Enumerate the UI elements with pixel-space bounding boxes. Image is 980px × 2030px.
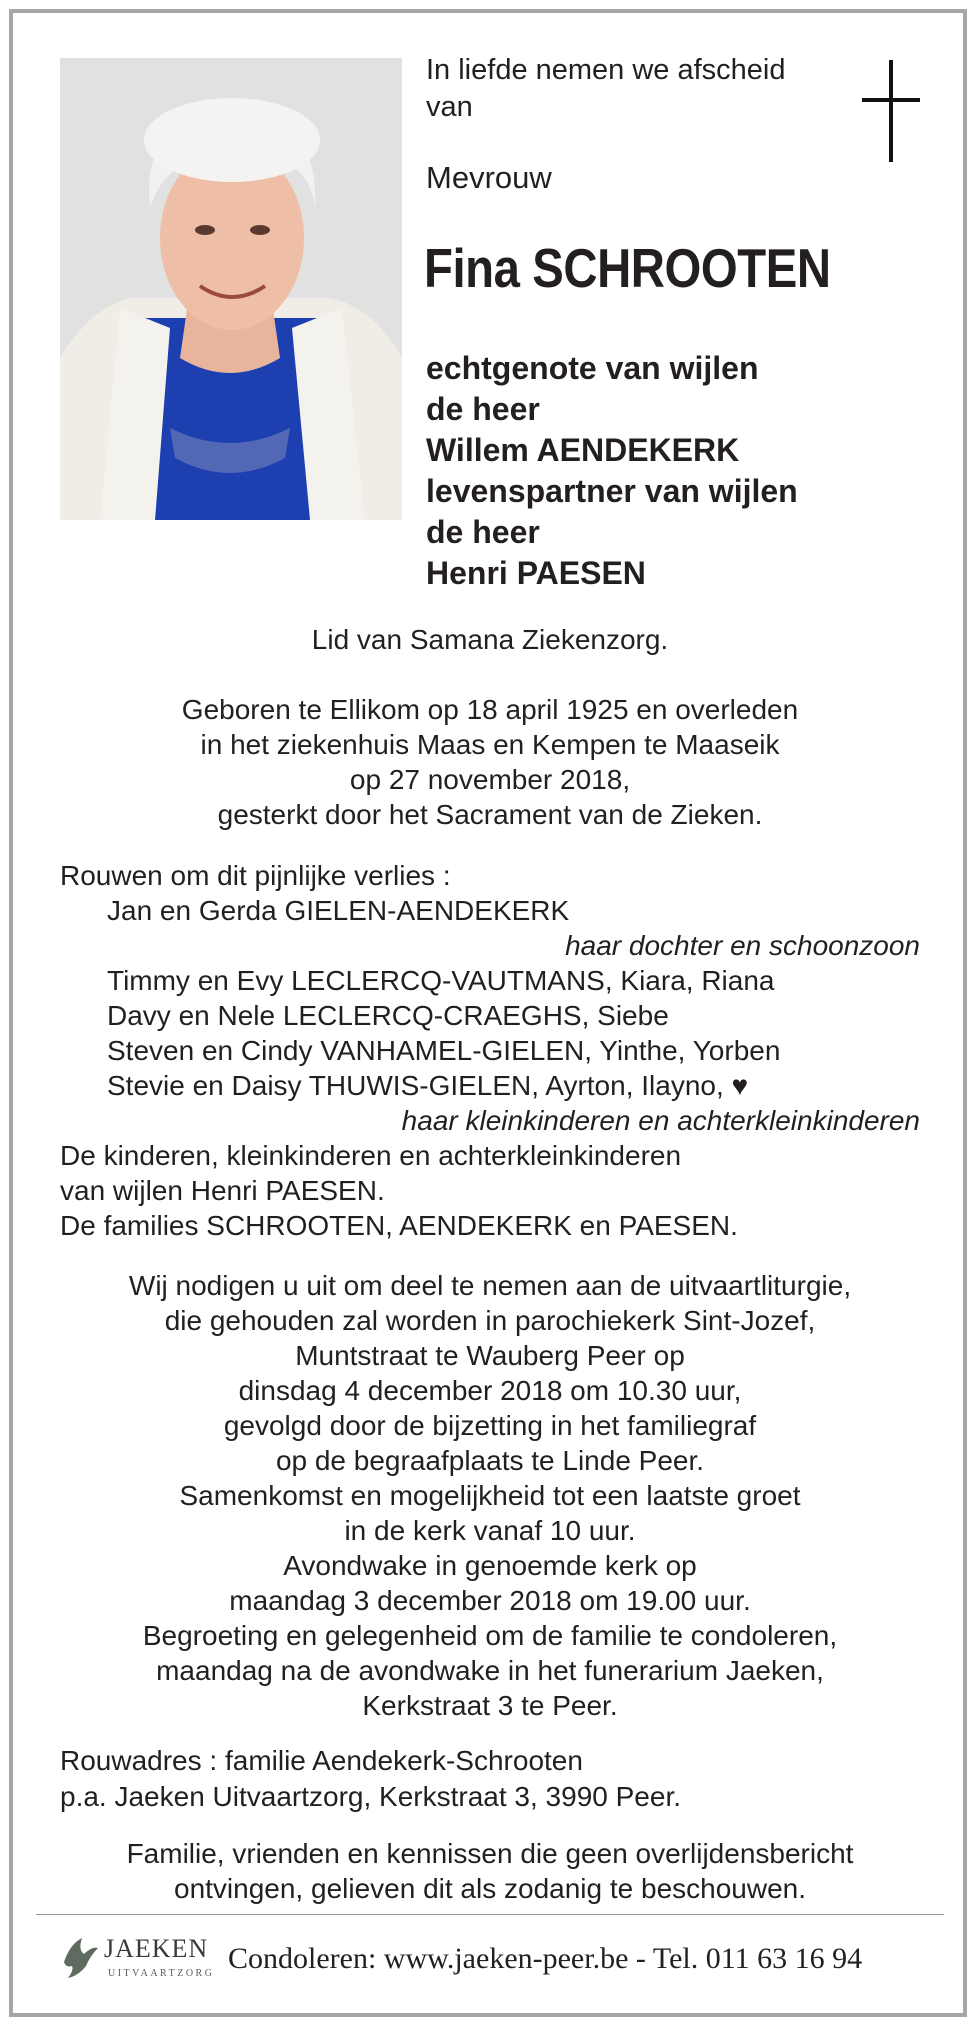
mourner-caption: haar kleinkinderen en achterkleinkinderen [401, 1105, 920, 1136]
footer-divider [36, 1914, 944, 1915]
relation-line: Henri PAESEN [426, 555, 646, 591]
relation-line: echtgenote van wijlen [426, 350, 759, 386]
logo-subtitle: UITVAARTZORG [108, 1968, 215, 1979]
relation-line: levenspartner van wijlen [426, 473, 798, 509]
intro-text: In liefde nemen we afscheid van [426, 54, 786, 123]
notice-text: Familie, vrienden en kennissen die geen overlijdensbericht ontvingen, gelieven dit als zodanig te beschouwen. [126, 1838, 854, 1904]
mourners-heading: Rouwen om dit pijnlijke verlies : [60, 860, 451, 891]
mourner-line: Stevie en Daisy THUWIS-GIELEN, Ayrton, Ilayno, ♥ [107, 1070, 749, 1101]
mourner-line: van wijlen Henri PAESEN. [60, 1175, 385, 1206]
relations [426, 348, 798, 594]
mourner-line: Steven en Cindy VANHAMEL-GIELEN, Yinthe, Yorben [107, 1035, 781, 1066]
relation-line: de heer [426, 391, 540, 427]
mourners-section [60, 858, 920, 1243]
membership: Lid van Samana Ziekenzorg. [311, 624, 669, 655]
mourner-caption: haar dochter en schoonzoon [565, 930, 920, 961]
birth-death-text: Geboren te Ellikom op 18 april 1925 en overleden in het ziekenhuis Maas en Kempen te Maaseik op 27 november 2018, gesterkt door het Sacrament van de Zieken. [181, 694, 799, 830]
cross-icon [862, 60, 920, 162]
deceased-name: Fina SCHROOTEN [424, 237, 831, 299]
jaeken-logo [60, 1930, 228, 1984]
dove-icon [60, 1932, 100, 1982]
condolence-contact: Condoleren: www.jaeken-peer.be - Tel. 011 63 16 94 [228, 1942, 863, 1975]
ceremony-text: Wij nodigen u uit om deel te nemen aan de uitvaartliturgie, die gehouden zal worden in parochiekerk Sint-Jozef, Muntstraat te Wauberg Peer op dinsdag 4 december 2018 om 10.30 uur, gevolgd door de bijzetting in het familiegraf op de begraafplaats te Linde Peer. Samenkomst en mogelijkheid tot een laatste groet in de kerk vanaf 10 uur. Avondwake in genoemde kerk op maandag 3 december 2018 om 19.00 uur. Begroeting en gelegenheid om de familie te condoleren, maandag na de avondwake in het funerarium Jaeken, Kerkstraat 3 te Peer. [128, 1270, 852, 1721]
mourner-line: Jan en Gerda GIELEN-AENDEKERK [107, 895, 570, 926]
mourner-line: De families SCHROOTEN, AENDEKERK en PAESEN. [60, 1210, 738, 1241]
relation-line: Willem AENDEKERK [426, 432, 740, 468]
salutation: Mevrouw [426, 160, 552, 195]
mourner-line: De kinderen, kleinkinderen en achterkleinkinderen [60, 1140, 682, 1171]
mourning-address: Rouwadres : familie Aendekerk-Schrooten p.a. Jaeken Uitvaartzorg, Kerkstraat 3, 3990 Peer. [60, 1745, 682, 1812]
logo-name: JAEKEN [104, 1934, 209, 1963]
mourner-line: Timmy en Evy LECLERCQ-VAUTMANS, Kiara, Riana [107, 965, 775, 996]
mourner-line: Davy en Nele LECLERCQ-CRAEGHS, Siebe [107, 1000, 669, 1031]
relation-line: de heer [426, 514, 540, 550]
portrait-photo [60, 58, 402, 520]
